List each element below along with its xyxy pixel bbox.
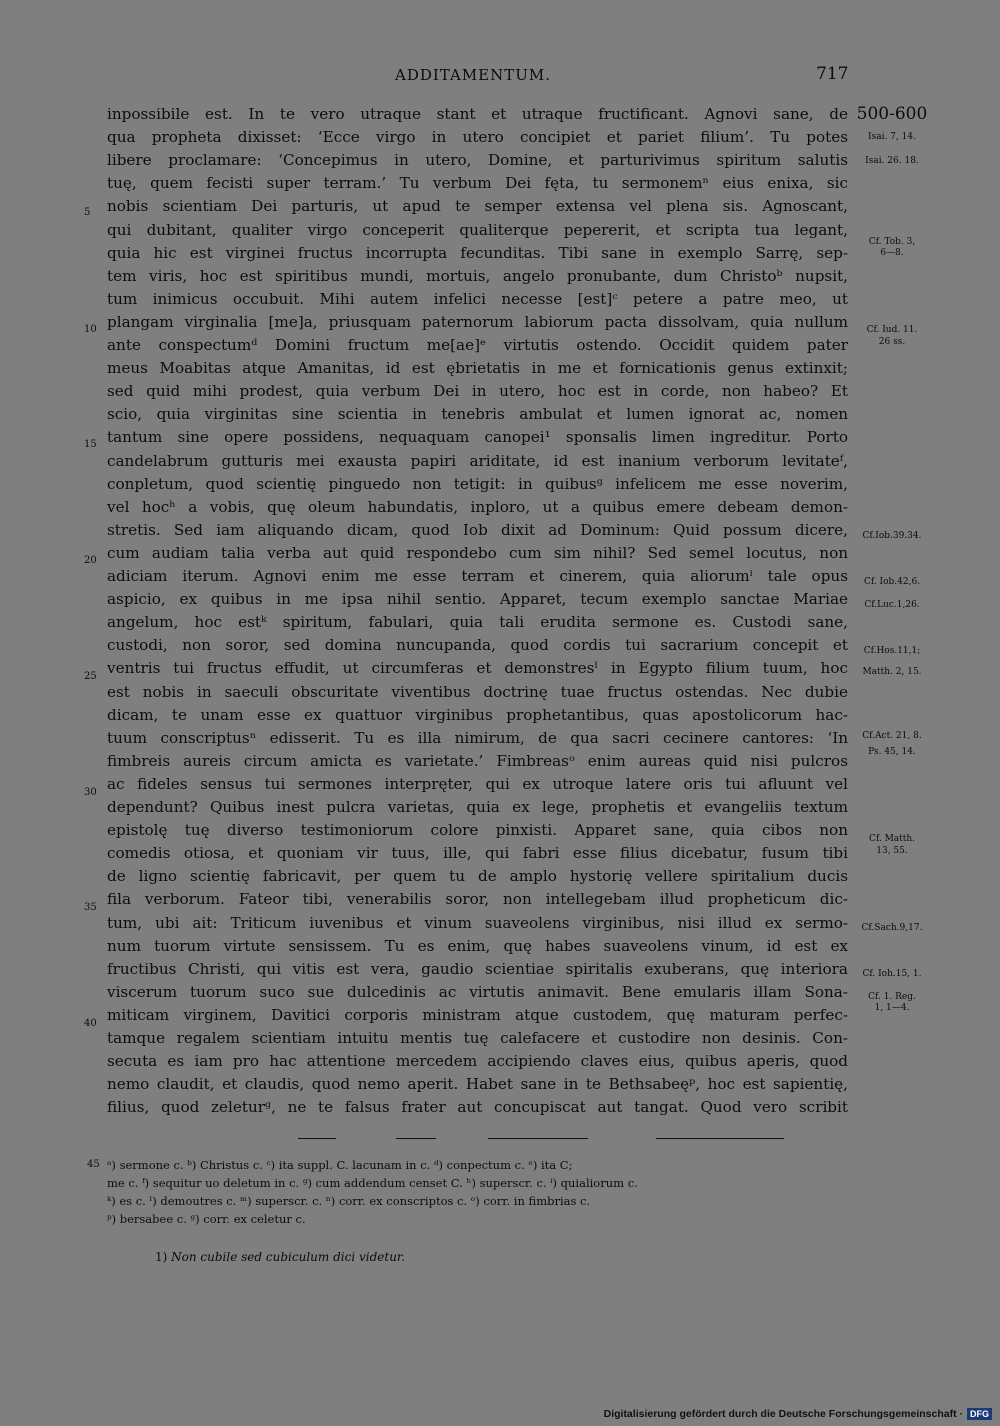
text-line: tum inimicus occubuit. Mihi autem infelici necesse [est]ᶜ petere a patre meo, ut [107,289,848,308]
text-line: scio, quia virginitas sine scientia in tenebris ambulat et lumen ignorat ac, nomen [107,405,848,424]
text-line: ventris tui fructus effudit, ut circumferas et demonstresˡ in Egypto filium tuum, hoc [107,659,848,678]
margin-ref: 1, 1—4. [874,1003,910,1013]
line-number: 5 [84,207,91,218]
text-line: vel hocʰ a vobis, quę oleum habundatis, inploro, ut a quibus emere debeam demon- [107,497,848,516]
text-line: miticam virginem, Davitici corporis ministram atque custodem, quę maturam perfec- [107,1005,848,1024]
running-title: ADDITAMENTUM. [395,66,552,84]
text-line: qua propheta dixisset: ‘Ecce virgo in utero concipiet et pariet filium’. Tu potes [107,128,848,147]
line-number: 35 [84,902,97,913]
text-line: ac fideles sensus tui sermones interpręter, qui ex utroque latere oris tui afluunt vel [107,774,848,793]
text-line: ante conspectumᵈ Domini fructum me[ae]ᵉ virtutis ostendo. Occidit quidem pater [107,336,848,354]
text-line: secuta es iam pro hac attentione mercedem accipiendo claves eius, quibus aperis, quod [107,1052,848,1071]
text-line: meus Moabitas atque Amanitas, id est ębrietatis in me et fornicationis genus extinxit; [107,359,848,378]
margin-ref: Cf. Iob.42,6. [863,577,921,587]
text-line: tem viris, hoc est spiritibus mundi, mortuis, angelo pronubante, dum Christoᵇ nupsit, [107,266,848,285]
text-line: tuę, quem fecisti super terram.’ Tu verbum Dei fęta, tu sermonemⁿ eius enixa, sic [107,174,848,193]
margin-date: 500-600 [856,104,928,124]
text-line: tuum conscriptusⁿ edisserit. Tu es illa nimirum, de qua sacri cecinere cantores: ‘In [107,728,848,747]
text-line: cum audiam talia verba aut quid respondebo cum sim nihil? Sed semel locutus, non [107,543,848,562]
footnote-line: ᵃ) sermone c. ᵇ) Christus c. ᶜ) ita suppl. C. lacunam in c. ᵈ) conpectum c. ᵉ) ita C; [107,1158,573,1172]
line-number: 10 [84,324,97,335]
text-line: quia hic est virginei fructus incorrupta fecunditas. Tibi sane in exemplo Sarrę, sep- [107,243,848,262]
text-line: inpossibile est. In te vero utraque stant et utraque fructificant. Agnovi sane, de [107,105,848,123]
digitization-footer [604,1408,992,1420]
text-line: epistolę tuę diverso testimoniorum colore pinxisti. Apparet sane, quia cibos non [107,821,848,840]
text-line: candelabrum gutturis mei exausta papiri ariditate, id est inanium verborum levitateᶠ, [107,451,848,470]
margin-ref: Cf.Hos.11,1; [863,646,921,656]
text-line: num tuorum virtute sensissem. Tu es enim, quę habes suaveolens vinum, id est ex [107,936,848,955]
text-line: viscerum tuorum suco sue dulcedinis ac virtutis animavit. Bene emularis illam Sona- [107,982,848,1001]
text-line: nobis scientiam Dei parturis, ut apud te semper extensa vel plena sis. Agnoscant, [107,197,848,216]
page-number: 717 [816,64,849,84]
text-line: adiciam iterum. Agnovi enim me esse terram et cinerem, quia aliorumⁱ tale opus [107,567,848,585]
text-line: custodi, non soror, sed domina nuncupanda, quod cordis tui sacrarium concepit et [107,636,848,655]
text-line: dependunt? Quibus inest pulcra varietas, quia ex lege, prophetis et evangeliis textum [107,798,848,816]
footnote-rule [298,1138,336,1139]
footnote-line: me c. ᶠ) sequitur uo deletum in c. ᵍ) cum addendum censet C. ʰ) superscr. c. ⁱ) quialiorum c. [107,1176,638,1190]
margin-ref: Cf. Matth. [868,834,916,844]
footnote-rule [656,1138,784,1139]
margin-ref: Cf. 1. Reg. [868,992,916,1002]
margin-ref: 26 ss. [878,337,906,347]
margin-ref: Cf.Act. 21, 8. [862,731,922,741]
footnote-line: ᵏ) es c. ˡ) demoutres c. ᵐ) superscr. c. ⁿ) corr. ex conscriptos c. ᵒ) corr. in fimbrias c. [107,1194,591,1208]
line-number: 25 [84,671,97,682]
text-line: libere proclamare: ‘Concepimus in utero, Domine, et parturivimus spiritum salutis [107,151,848,170]
text-line: tamque regalem scientiam intuitu mentis tuę calefacere et custodire non desinis. Con- [107,1029,848,1047]
margin-ref: Isai. 7, 14. [868,132,916,142]
text-line: tantum sine opere possidens, nequaquam canopei¹ sponsalis limen ingreditur. Porto [107,428,848,447]
margin-ref: Cf. Ioh.15, 1. [862,969,922,979]
line-number: 40 [84,1018,97,1029]
line-number: 15 [84,439,97,450]
text-line: fructibus Christi, qui vitis est vera, gaudio scientiae spiritalis exuberans, quę interiora [107,959,848,978]
margin-ref: 13, 55. [876,846,908,856]
text-line: sed quid mihi prodest, quia verbum Dei in utero, hoc est in corde, non habeo? Et [107,382,848,401]
margin-ref: Ps. 45, 14. [868,747,916,757]
footnote-rule [396,1138,436,1139]
margin-ref: Cf.Sach.9,17. [861,923,923,933]
margin-ref: Cf. Tob. 3, [868,237,916,247]
text-line: angelum, hoc estᵏ spiritum, fabulari, quia tali erudita sermone es. Custodi sane, [107,613,848,632]
text-line: est nobis in saeculi obscuritate viventibus doctrinę tuae fructus ostendas. Nec dubie [107,682,848,701]
footnote-line-number: 45 [87,1159,100,1170]
text-line: fila verborum. Fateor tibi, venerabilis soror, non intellegebam illud propheticum dic- [107,890,848,909]
dfg-logo-icon: DFG [967,1408,992,1420]
text-line: fimbreis aureis circum amicta es varietate.’ Fimbreasᵒ enim aureas quid nisi pulcros [107,751,848,770]
editorial-note [155,1250,405,1264]
text-line: dicam, te unam esse ex quattuor virginibus prophetantibus, quas apostolicorum hac- [107,705,848,724]
margin-ref: 6—8. [880,248,904,258]
note-number: 1) [155,1250,168,1264]
line-number: 20 [84,555,97,566]
text-line: qui dubitant, qualiter virgo conceperit qualiterque pepererit, et scripta tua legant, [107,220,848,239]
margin-ref: Cf. Iud. 11. [866,325,918,335]
text-line: comedis otiosa, et quoniam vir tuus, ille, qui fabri esse filius dicebatur, fusum tibi [107,844,848,863]
margin-ref: Cf.Iob.39.34. [862,531,922,541]
text-line: tum, ubi ait: Triticum iuvenibus et vinum suaveolens virginibus, nisi illud ex sermo- [107,913,848,932]
line-number: 30 [84,787,97,798]
text-line: de ligno scientię fabricavit, per quem tu de amplo hystorię vellere spiritalium ducis [107,867,848,886]
text-line: filius, quod zeleturᵍ, ne te falsus frater aut concupiscat aut tangat. Quod vero scribit [107,1098,848,1117]
footer-text: Digitalisierung gefördert durch die Deutsche Forschungsgemeinschaft · [603,1408,963,1420]
margin-ref: Matth. 2, 15. [862,667,922,677]
text-line: plangam virginalia [me]a, priusquam paternorum labiorum pacta dissolvam, quia nullum [107,312,848,331]
footnote-rule [488,1138,588,1139]
text-line: conpletum, quod scientię pinguedo non tetigit: in quibusᵍ infelicem me esse noverim, [107,474,848,493]
text-line: aspicio, ex quibus in me ipsa nihil sentio. Apparet, tecum exemplo sanctae Mariae [107,590,848,609]
margin-ref: Isai. 26. 18. [865,156,919,166]
margin-ref: Cf.Luc.1,26. [864,600,920,610]
footnote-line: ᵖ) bersabee c. ᵍ) corr. ex celetur c. [107,1212,306,1226]
note-text: Non cubile sed cubiculum dici videtur. [171,1250,406,1264]
text-line: nemo claudit, et claudis, quod nemo aperit. Habet sane in te Bethsabeęᵖ, hoc est sapientię, [107,1075,848,1094]
text-line: stretis. Sed iam aliquando dicam, quod Iob dixit ad Dominum: Quid possum dicere, [107,520,848,539]
